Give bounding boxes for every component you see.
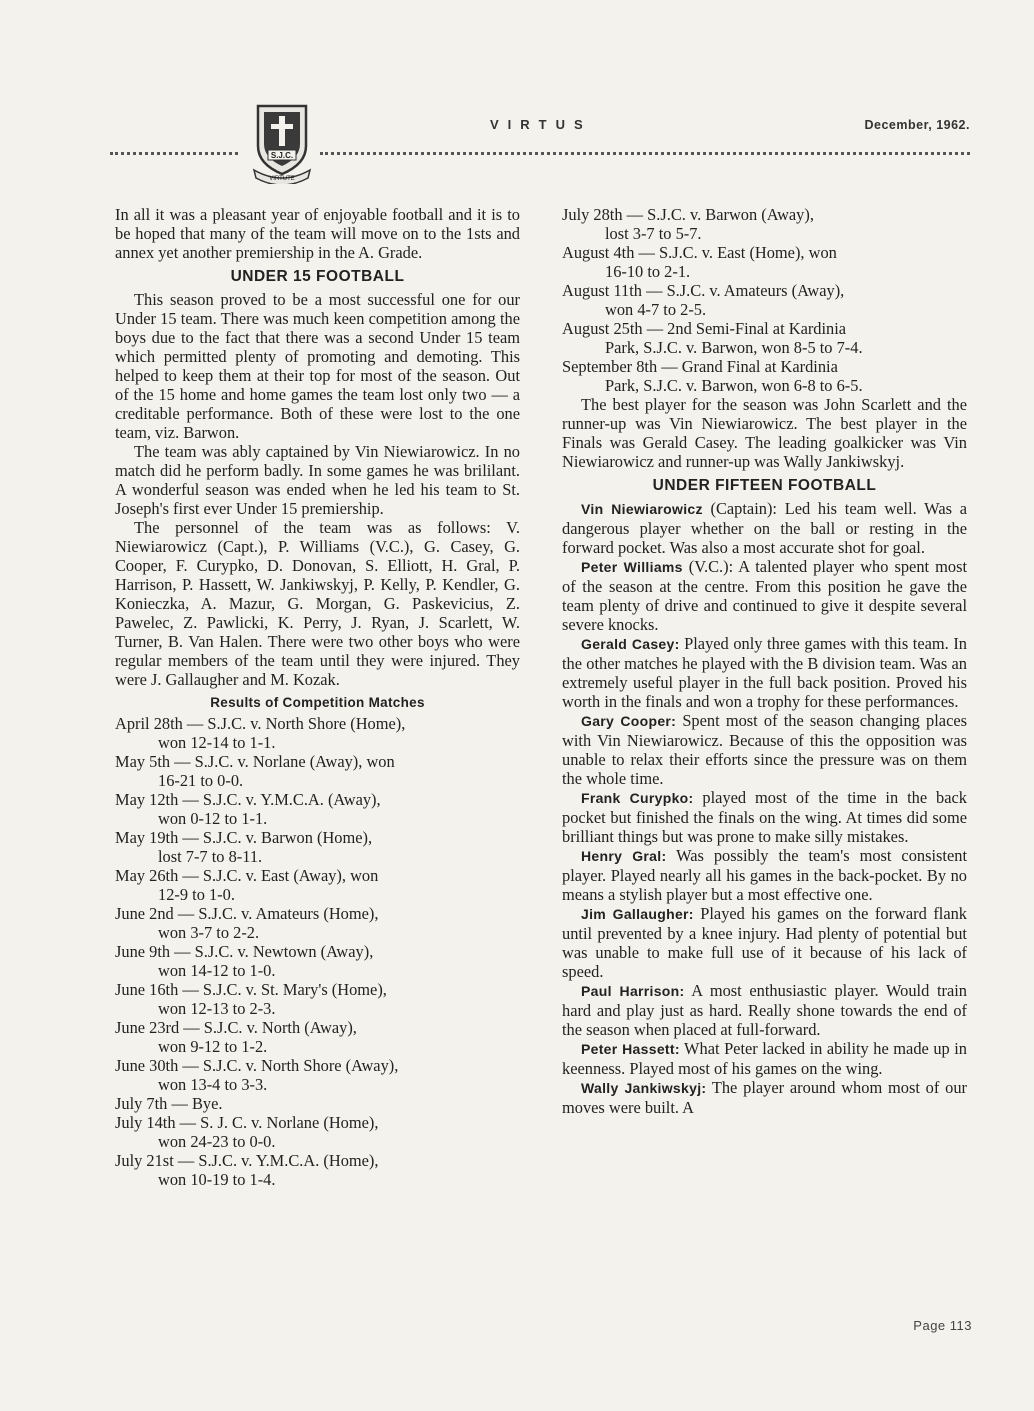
player-name: Frank Curypko: [581, 790, 694, 806]
player-entry [562, 499, 967, 557]
player-name: Vin Niewiarowicz [581, 501, 703, 517]
result-score: won 24-23 to 0-0. [158, 1132, 276, 1151]
result-fixture: July 21st — S.J.C. v. Y.M.C.A. (Home), [115, 1151, 379, 1170]
crest-motto: VIRTUTE [269, 176, 295, 182]
player-name: Gary Cooper: [581, 713, 677, 729]
player-name: Paul Harrison: [581, 983, 685, 999]
result-entry [562, 205, 967, 243]
issue-date: December, 1962. [864, 118, 970, 132]
result-entry [115, 1056, 520, 1094]
result-score: 16-21 to 0-0. [158, 771, 244, 790]
result-entry [562, 281, 967, 319]
result-fixture: May 12th — S.J.C. v. Y.M.C.A. (Away), [115, 790, 381, 809]
player-entry [562, 711, 967, 788]
result-fixture: September 8th — Grand Final at Kardinia [562, 357, 838, 376]
result-fixture: May 26th — S.J.C. v. East (Away), won [115, 866, 379, 885]
result-score: won 0-12 to 1-1. [158, 809, 268, 828]
result-fixture: July 28th — S.J.C. v. Barwon (Away), [562, 205, 814, 224]
result-fixture: June 16th — S.J.C. v. St. Mary's (Home), [115, 980, 387, 999]
result-fixture: June 9th — S.J.C. v. Newtown (Away), [115, 942, 374, 961]
player-description: The player around whom most of our moves were built. A [562, 1078, 967, 1117]
result-score: won 4-7 to 2-5. [605, 300, 707, 319]
result-entry [562, 319, 967, 357]
player-entry [562, 788, 967, 846]
result-score: lost 7-7 to 8-11. [158, 847, 263, 866]
results-list [115, 714, 520, 1189]
result-fixture: August 4th — S.J.C. v. East (Home), won [562, 243, 837, 262]
result-entry [562, 243, 967, 281]
result-fixture: June 30th — S.J.C. v. North Shore (Away), [115, 1056, 399, 1075]
result-score: won 14-12 to 1-0. [158, 961, 276, 980]
page-number: Page 113 [913, 1318, 972, 1333]
results-heading: Results of Competition Matches [210, 695, 425, 710]
player-description: played most of the time in the back pocket but finished the finals on the wing. At times did some brilliant things but was prone to make silly mistakes. [562, 788, 967, 846]
result-score: won 3-7 to 2-2. [158, 923, 260, 942]
result-entry [115, 1151, 520, 1189]
section-heading: UNDER 15 FOOTBALL [230, 268, 405, 285]
player-entry [562, 1039, 967, 1078]
left-column [115, 205, 520, 1189]
player-description: (V.C.): A talented player who spent most of the season at the centre. From this position he gave the team plenty of drive and continued to give it despite several severe knocks. [562, 557, 967, 634]
player-description: Played only three games with this team. In the other matches he played with the B division team. Was an extremely useful player in the full back position. Proved his worth in the finals and won a trophy for these performances. [562, 634, 967, 711]
player-description: Played his games on the forward flank until prevented by a knee injury. Had plenty of potential but was unable to make full use of it because of his lack of speed. [562, 904, 967, 981]
player-entry [562, 1078, 967, 1117]
result-score: 12-9 to 1-0. [158, 885, 235, 904]
player-name: Gerald Casey: [581, 636, 680, 652]
result-entry [115, 828, 520, 866]
player-entry [562, 846, 967, 904]
result-fixture: August 11th — S.J.C. v. Amateurs (Away), [562, 281, 845, 300]
result-score: won 12-14 to 1-1. [158, 733, 276, 752]
article-paragraph: This season proved to be a most successful one for our Under 15 team. There was much keen competition among the boys due to the fact that there was a second Under 15 team which permitted plenty of promoting and demoting. This helped to keep them at their top for most of the season. Out of the 15 home and home games the team lost only two — a creditable performance. Both of these were lost to the one team, viz. Barwon. [115, 290, 520, 442]
player-entry [562, 557, 967, 634]
result-fixture: May 19th — S.J.C. v. Barwon (Home), [115, 828, 373, 847]
result-fixture: July 7th — Bye. [115, 1094, 223, 1113]
result-entry [115, 714, 520, 752]
result-score: won 12-13 to 2-3. [158, 999, 276, 1018]
result-score: lost 3-7 to 5-7. [605, 224, 702, 243]
result-entry [115, 752, 520, 790]
result-fixture: June 23rd — S.J.C. v. North (Away), [115, 1018, 357, 1037]
player-name: Peter Williams [581, 559, 683, 575]
result-fixture: June 2nd — S.J.C. v. Amateurs (Home), [115, 904, 379, 923]
result-entry [115, 790, 520, 828]
player-description: What Peter lacked in ability he made up in keenness. Played most of his games on the wing. [562, 1039, 967, 1078]
page-header [110, 100, 970, 190]
magazine-title: VIRTUS [490, 117, 592, 132]
result-entry [115, 942, 520, 980]
header-rule-right [320, 152, 970, 155]
article-paragraph: The personnel of the team was as follows: V. Niewiarowicz (Capt.), P. Williams (V.C.), G. Casey, G. Cooper, F. Curypko, D. Donovan, S. Elliott, H. Gral, P. Harrison, P. Hassett, W. Jankiwskyj, P. Kelly, P. Kendler, G. Konieczka, A. Mazur, G. Morgan, G. Paskevicius, Z. Pawelec, Z. Pawlicki, K. Perry, J. Ryan, J. Scarlett, W. Turner, B. Van Halen. There were two other boys who were regular members of the team until they were injured. They were J. Gallaugher and M. Kozak. [115, 518, 520, 689]
player-name: Henry Gral: [581, 848, 667, 864]
result-score: won 9-12 to 1-2. [158, 1037, 268, 1056]
player-name: Jim Gallaugher: [581, 906, 694, 922]
player-description: A most enthusiastic player. Would train hard and play just as hard. Really shone towards the end of the season when placed at full-forward. [562, 981, 967, 1039]
intro-paragraph: In all it was a pleasant year of enjoyable football and it is to be hoped that many of the team will move on to the 1sts and annex yet another premiership in the A. Grade. [115, 205, 520, 262]
article-paragraph: The team was ably captained by Vin Niewiarowicz. In no match did he perform badly. In some games he was brililant. A wonderful season was ended when he led his team to St. Joseph's first ever Under 15 premiership. [115, 442, 520, 518]
result-fixture: April 28th — S.J.C. v. North Shore (Home), [115, 714, 406, 733]
result-entry [115, 1113, 520, 1151]
header-rule-left [110, 152, 238, 155]
player-name: Wally Jankiwskyj: [581, 1080, 707, 1096]
result-fixture: July 14th — S. J. C. v. Norlane (Home), [115, 1113, 379, 1132]
best-player-paragraph: The best player for the season was John Scarlett and the runner-up was Vin Niewiarowicz. The best player in the Finals was Gerald Casey. The leading goalkicker was Vin Niewiarowicz and runner-up was Wally Jankiwskyj. [562, 395, 967, 471]
crest-text: S.J.C. [270, 151, 294, 160]
result-fixture: May 5th — S.J.C. v. Norlane (Away), won [115, 752, 395, 771]
section-heading: UNDER FIFTEEN FOOTBALL [652, 477, 877, 494]
result-score: 16-10 to 2-1. [605, 262, 691, 281]
result-entry [115, 980, 520, 1018]
result-fixture: August 25th — 2nd Semi-Final at Kardinia [562, 319, 847, 338]
player-entry [562, 981, 967, 1039]
result-entry [115, 1094, 520, 1113]
player-list [562, 499, 967, 1117]
school-crest-icon [250, 100, 314, 184]
result-score: won 10-19 to 1-4. [158, 1170, 276, 1189]
right-column [562, 205, 967, 1117]
results-list [562, 205, 967, 395]
player-description: Spent most of the season changing places with Vin Niewiarowicz. Because of this the opposition was unable to relax their efforts since the pressure was on them the whole time. [562, 711, 967, 788]
result-score: Park, S.J.C. v. Barwon, won 8-5 to 7-4. [605, 338, 863, 357]
player-entry [562, 634, 967, 711]
result-entry [115, 904, 520, 942]
player-entry [562, 904, 967, 981]
result-entry [562, 357, 967, 395]
result-score: won 13-4 to 3-3. [158, 1075, 268, 1094]
result-score: Park, S.J.C. v. Barwon, won 6-8 to 6-5. [605, 376, 863, 395]
result-entry [115, 1018, 520, 1056]
player-name: Peter Hassett: [581, 1041, 680, 1057]
player-description: Was possibly the team's most consistent player. Played nearly all his games in the back-pocket. By no means a stylish player but a most effective one. [562, 846, 967, 904]
result-entry [115, 866, 520, 904]
player-description: (Captain): Led his team well. Was a dangerous player whether on the ball or resting in the forward pocket. Was also a most accurate shot for goal. [562, 499, 967, 557]
